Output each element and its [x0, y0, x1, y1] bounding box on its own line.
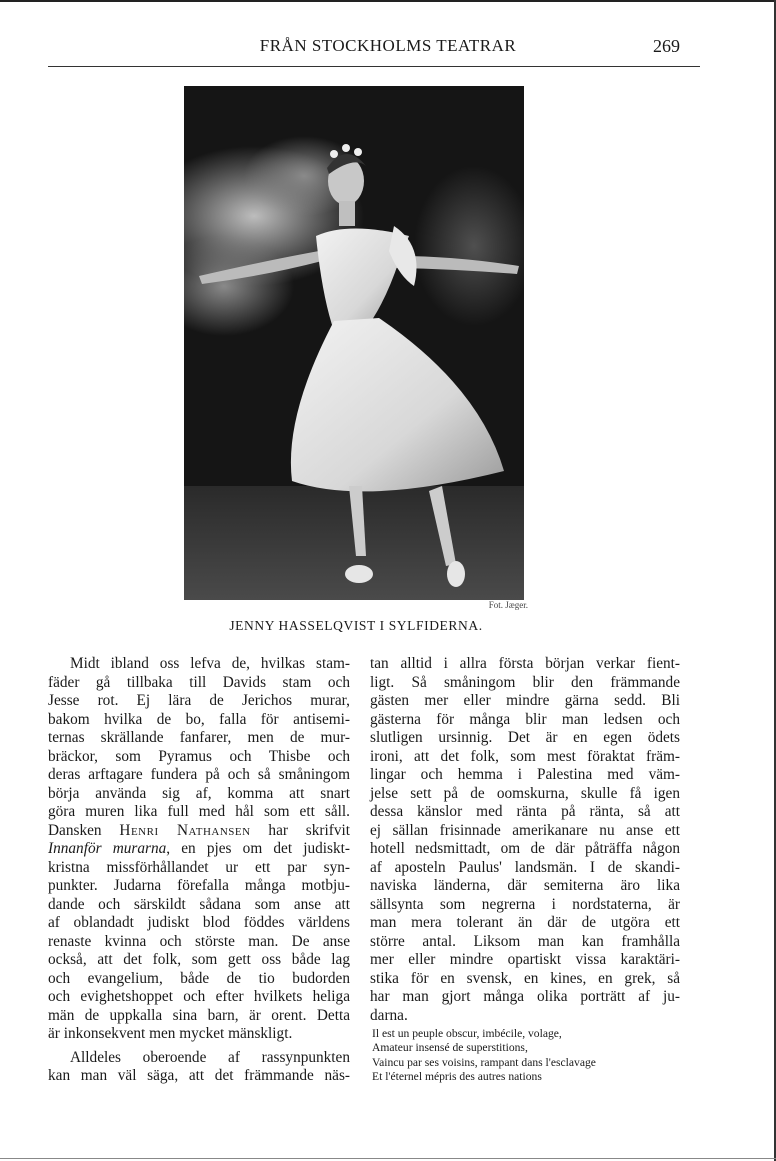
text-line: och evangelium, både de tio budorden	[48, 969, 350, 987]
text-line: dessa känslor med ränta på ränta, så att	[370, 803, 680, 820]
photo-credit: Fot. Jæger.	[488, 600, 528, 610]
text-line: gästerna för många blir man ledsen och	[370, 710, 680, 728]
text-line: göra muren lika full med hål som ett såll.	[48, 803, 350, 820]
text-line: slutligen ursinnig. Det är en egen ödets	[370, 729, 680, 746]
header-rule	[48, 66, 700, 67]
text-line: kan man väl säga, att det främmande näs-	[48, 1067, 350, 1084]
scan-border-bottom	[0, 1158, 776, 1159]
text-line: gästen mer eller mindre gärna sedd. Bli	[370, 692, 680, 709]
text-line: större antal. Liksom man kan framhålla	[370, 932, 680, 950]
text-line: är inkonsekvent men mycket mänskligt.	[48, 1025, 293, 1042]
text-line	[48, 840, 350, 859]
text-line: och evighetshoppet och efter hvilkets heliga	[48, 988, 350, 1005]
french-verse-quote	[370, 1027, 680, 1084]
text-line: dande och särskildt sådana som anse att	[48, 895, 350, 913]
text-line: naviska länderna, där semiterna äro lika	[370, 877, 680, 894]
text-line: ej sällan frisinnade amerikanare nu anse ett	[370, 821, 680, 839]
text-line: ligt. Så småningom blir den främmande	[370, 673, 680, 691]
right-column	[370, 655, 680, 1084]
verse-line: Il est un peuple obscur, imbécile, volage,	[372, 1027, 562, 1040]
text-line: ironi, att det folk, som mest föraktat främ-	[370, 747, 680, 765]
text-line: har man gjort många olika porträtt af ju-	[370, 988, 680, 1005]
verse-line: Et l'éternel mépris des autres nations	[372, 1069, 542, 1083]
text: Dansken	[48, 821, 102, 839]
text-line: deras arftagare fundera på och så småningom	[48, 766, 350, 783]
text-line: kristna missförhållandet ur ett par syn-	[48, 858, 350, 876]
text-line: af oblandadt judiskt blod föddes världens	[48, 914, 350, 931]
text-line: lingar och hemma i Palestina med väm-	[370, 766, 680, 783]
author-name: Henri Nathansen	[119, 821, 251, 839]
play-title: Innanför murarna	[48, 840, 167, 857]
text-line: män de uppkalla sina barn, är orent. Detta	[48, 1006, 350, 1024]
text-line: Midt ibland oss lefva de, hvilkas stam-	[70, 655, 350, 672]
text-line: af aposteln Paulus' landsmän. I de skandi-	[370, 858, 680, 876]
text-line: Jesse rot. Ej lära de Jerichos murar,	[48, 692, 350, 709]
text: , en pjes om det judiskt-	[166, 840, 350, 857]
text-line: ternas skrällande fanfarer, men de mur-	[48, 729, 350, 746]
left-column	[48, 655, 350, 1086]
scan-border-top	[0, 0, 776, 2]
text-line: darna.	[370, 1006, 408, 1024]
text-line: mer eller mindre opartiskt vissa karaktäri-	[370, 951, 680, 968]
text-line: stika för en svensk, en kines, en grek, så	[370, 969, 680, 987]
text-line: sällsynta som negrerna i nordstaterna, är	[370, 895, 680, 913]
running-head: FRÅN STOCKHOLMS TEATRAR	[259, 36, 517, 55]
text-line: Alldeles oberoende af rassynpunkten	[70, 1048, 350, 1066]
text-line: punkter. Judarna förefalla många motbju-	[48, 877, 350, 894]
text-line: renaste kvinna och störste man. De anse	[48, 932, 350, 950]
verse-line: Amateur insensé de superstitions,	[372, 1041, 528, 1055]
text-line: jelse sett på de oomskurna, skulle få igen	[370, 784, 680, 802]
text-line: tan alltid i allra första början verkar fient-	[370, 655, 680, 672]
text-line	[48, 822, 350, 841]
verse-line: Vaincu par ses voisins, rampant dans l'esclavage	[372, 1055, 596, 1069]
text-line: också, att det folk, som gett oss både lag	[48, 951, 350, 968]
ballerina-photograph	[184, 86, 524, 600]
text: har skrifvit	[268, 821, 350, 839]
text-line: man mera tolerant än där de utgöra ett	[370, 914, 680, 931]
page-number: 269	[653, 36, 680, 56]
text-line: hotell nedsmittadt, om de där påträffa någon	[370, 840, 680, 857]
text-line: bräckor, som Pyramus och Thisbe och	[48, 747, 350, 765]
text-line: börja använda sig af, komma att snart	[48, 784, 350, 802]
text-line: fäder gå tillbaka till Davids stam och	[48, 673, 350, 691]
figure-caption: JENNY HASSELQVIST I SYLFIDERNA.	[229, 618, 483, 633]
text-line: bakom hvilka de bo, falla för antisemi-	[48, 710, 350, 728]
